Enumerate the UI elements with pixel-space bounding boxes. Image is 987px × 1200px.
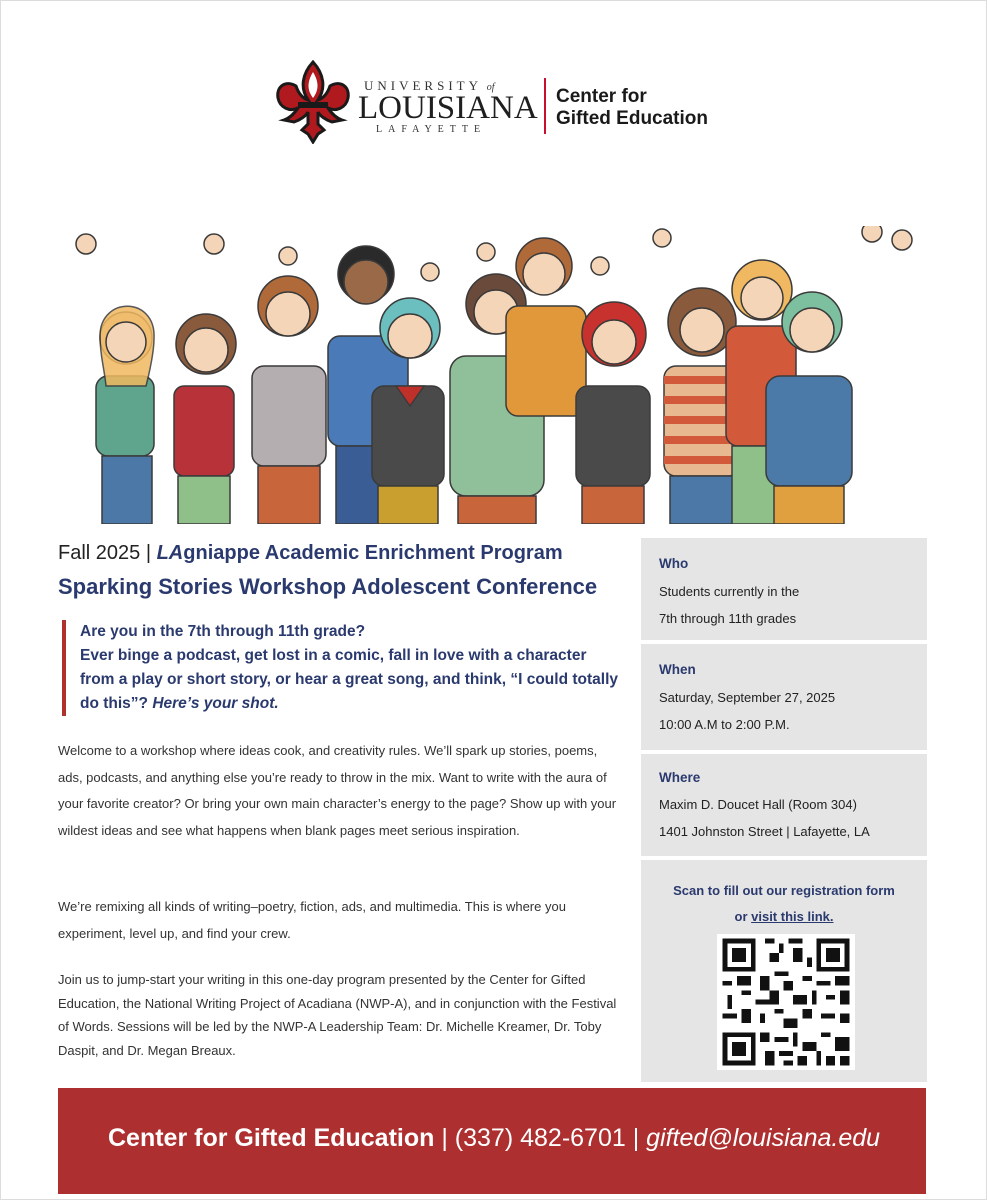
where-building: Maxim D. Doucet Hall (Room 304): [659, 797, 857, 812]
page-title: Sparking Stories Workshop Adolescent Conference: [58, 574, 598, 599]
footer-email[interactable]: gifted@louisiana.edu: [646, 1124, 881, 1152]
who-label: Who: [659, 556, 689, 571]
contact-footer: [58, 1088, 926, 1194]
who-box: [641, 538, 927, 640]
qr-code-icon[interactable]: [717, 934, 855, 1070]
fleur-de-lis-icon: [272, 60, 354, 144]
remix-paragraph: We’re remixing all kinds of writing–poetry, fiction, ads, and multimedia. This is where you experiment, level up, and find your crew.: [58, 899, 566, 941]
student-figures: [96, 238, 852, 524]
program-kicker: Fall 2025 | LAgniappe Academic Enrichment Program: [58, 542, 563, 564]
university-wordmark-small: UNIVERSITY of: [364, 78, 495, 93]
registration-box: [641, 860, 927, 1082]
when-label: When: [659, 662, 696, 677]
pull-quote: Are you in the 7th through 11th grade? Ever binge a podcast, get lost in a comic, fall in love with a character from a play or short story, or hear a great song, and think, “I could totally do this”? Here’s your shot.: [62, 620, 620, 716]
university-wordmark: LOUISIANA: [358, 90, 538, 126]
registration-text: Scan to fill out our registration form or visit this link.: [673, 883, 895, 924]
students-illustration: [66, 226, 918, 524]
who-line-1: Students currently in the: [659, 584, 800, 599]
where-label: Where: [659, 770, 701, 785]
center-name: Center for Gifted Education: [556, 86, 708, 129]
university-city: LAFAYETTE: [376, 124, 487, 135]
footer-text: Center for Gifted Education | (337) 482-6701 | gifted@louisiana.edu: [108, 1124, 881, 1152]
footer-phone[interactable]: (337) 482-6701: [454, 1124, 626, 1152]
where-box: [641, 754, 927, 856]
logo-divider: [544, 78, 546, 134]
when-date: Saturday, September 27, 2025: [659, 690, 836, 705]
when-time: 10:00 A.M to 2:00 P.M.: [659, 717, 790, 732]
intro-paragraph: Welcome to a workshop where ideas cook, and creativity rules. We’ll spark up stories, poems, ads, podcasts, and anything else you’re ready to throw in the mix. Want to write with the aura of your favorite creator? Or bring your own main character’s energy to the page? Show up with your wildest ideas and see what happens when blank pages meet serious inspiration.: [58, 743, 617, 838]
where-address: 1401 Johnston Street | Lafayette, LA: [659, 824, 870, 839]
when-box: [641, 644, 927, 750]
registration-link[interactable]: visit this link.: [751, 909, 834, 924]
university-logo: [272, 60, 722, 144]
who-line-2: 7th through 11th grades: [659, 611, 797, 626]
presenters-paragraph: Join us to jump-start your writing in this one-day program presented by the Center for Gifted Education, the National Writing Project of Acadiana (NWP-A), and in conjunction with the Festival of Words. Sessions will be led by the NWP-A Leadership Team: Dr. Michelle Kreamer, Dr. Toby Daspit, and Dr. Megan Breaux.: [58, 972, 617, 1058]
footer-org: Center for Gifted Education: [108, 1124, 435, 1152]
